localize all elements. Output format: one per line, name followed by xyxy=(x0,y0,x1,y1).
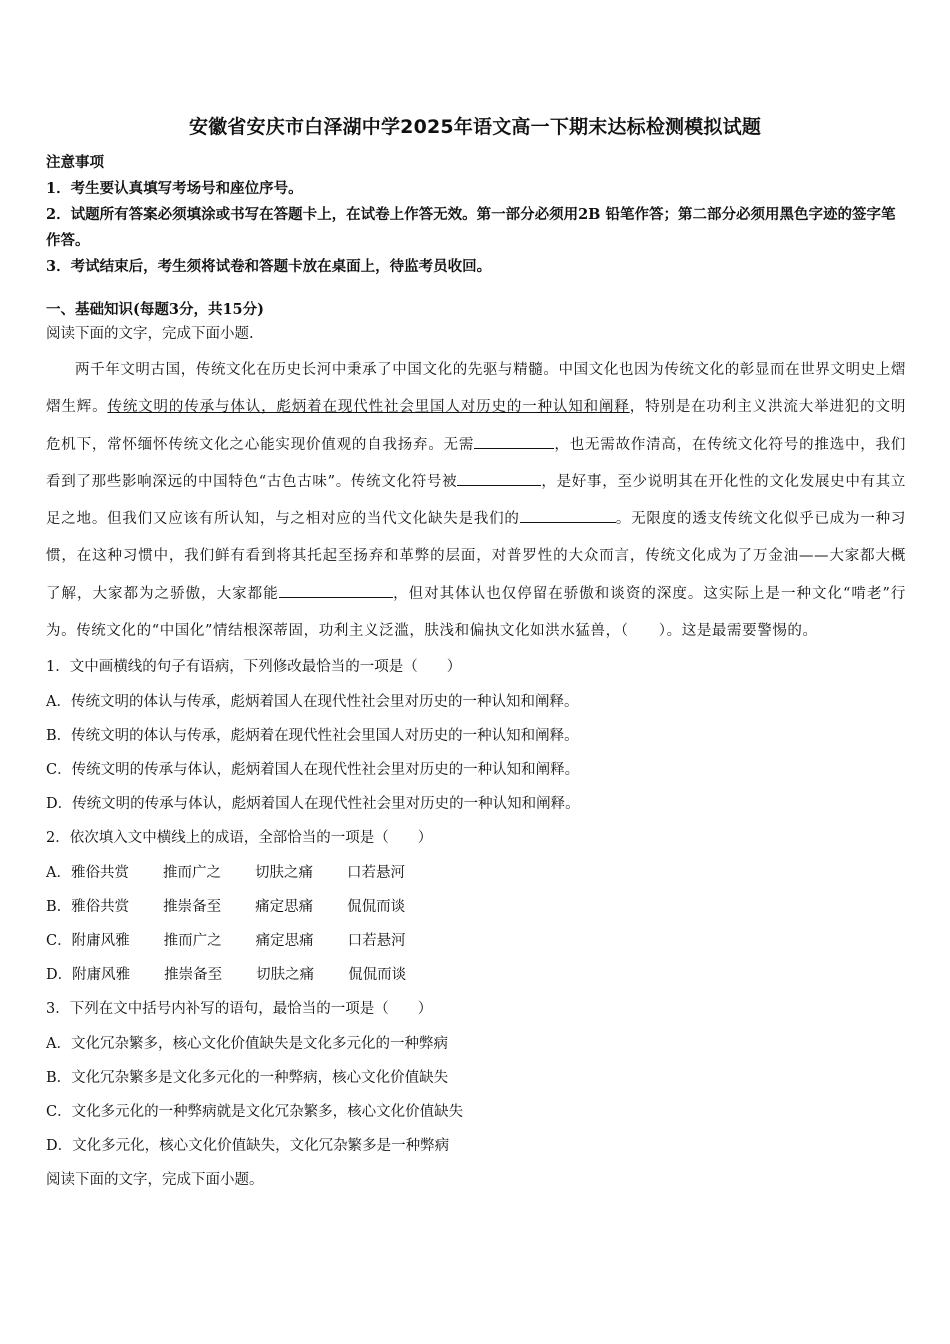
underlined-sentence: 传统文明的传承与体认，彪炳着在现代性社会里国人对历史的一种认知和阐释 xyxy=(107,399,630,416)
section-basic-knowledge xyxy=(46,298,906,1198)
page-title: 安徽省安庆市白泽湖中学2025年语文高一下期末达标检测模拟试题 xyxy=(188,116,762,138)
question-option xyxy=(46,890,906,924)
option-word: D．附庸风雅 xyxy=(46,967,131,984)
notice-block xyxy=(46,150,906,280)
passage-text: ，特别是在功利主义洪流大举进犯的文明危机下，常怀缅怀传统文化之心能实现价值观的自我扬弃。无需 xyxy=(46,399,906,453)
option-word: 侃侃而谈 xyxy=(348,967,407,984)
question-option xyxy=(46,958,906,992)
reading-passage xyxy=(46,352,906,650)
passage-text: ，但对其体认也仅停留在骄傲和谈资的深度。这实际上是一种文化“啃老”行为。传统文化的“中国化”情结根深蒂固，功利主义泛滥，肤浅和偏执文化如洪水猛兽，（ ）。这是最需要警惕的。 xyxy=(46,585,906,640)
option-word: 推而广之 xyxy=(162,864,221,881)
fill-blank xyxy=(279,583,369,598)
question-option xyxy=(46,924,906,958)
option-word: 侃侃而谈 xyxy=(347,898,406,915)
notice-item: 1．考生要认真填写考场号和座位序号。 xyxy=(46,180,303,197)
question-option: D．传统文明的传承与体认，彪炳着国人在现代性社会里对历史的一种认知和阐释。 xyxy=(46,796,580,813)
option-word: 切肤之痛 xyxy=(254,864,313,881)
option-word: 痛定思痛 xyxy=(255,898,314,915)
option-word: 推崇备至 xyxy=(163,898,222,915)
passage-text: ，是好事，至少说明其在开化性的文化发展史中有其立足之地。但我们又应该有所认知，与之相对应的当代文化缺失是我们的 xyxy=(46,473,907,528)
question-stem: 3．下列在文中括号内补写的语句，最恰当的一项是（ ） xyxy=(46,1001,433,1018)
option-word: 口若悬河 xyxy=(346,864,405,881)
option-word: 口若悬河 xyxy=(347,933,406,949)
option-word: 推而广之 xyxy=(163,933,222,949)
question-list xyxy=(46,650,906,1197)
reading-instruction: 阅读下面的文字，完成下面小题。 xyxy=(46,1172,264,1189)
passage-text: 两千年文明古国，传统文化在历史长河中秉承了中国文化的先驱与精髓。中国文化也因为传统文化的彰显而在世界文明史上熠熠生辉。 xyxy=(46,362,906,416)
notice-item: 3．考试结束后，考生须将试卷和答题卡放在桌面上，待监考员收回。 xyxy=(46,258,492,275)
question-option: D．文化多元化，核心文化价值缺失，文化冗杂繁多是一种弊病 xyxy=(46,1138,450,1155)
question-option: A．文化冗杂繁多，核心文化价值缺失是文化多元化的一种弊病 xyxy=(46,1035,448,1052)
section-title: 一、基础知识(每题3分，共15分) xyxy=(46,301,264,318)
fill-blank xyxy=(457,471,541,486)
question-stem: 1．文中画横线的句子有语病，下列修改最恰当的一项是（ ） xyxy=(46,659,462,676)
option-word: 切肤之痛 xyxy=(256,967,315,984)
notice-item: 2．试题所有答案必须填涂或书写在答题卡上，在试卷上作答无效。第一部分必须用2B 铅笔作答；第二部分必须用黑色字迹的签字笔作答。 xyxy=(46,206,896,249)
question-option: B．传统文明的体认与传承，彪炳着在现代性社会里国人对历史的一种认知和阐释。 xyxy=(46,727,579,744)
option-word: C．附庸风雅 xyxy=(46,933,130,949)
question-option: C．传统文明的传承与体认，彪炳着国人在现代性社会里对历史的一种认知和阐释。 xyxy=(46,761,580,778)
fill-blank xyxy=(520,508,616,523)
question-option: A．传统文明的体认与传承，彪炳着国人在现代性社会里对历史的一种认知和阐释。 xyxy=(46,693,579,710)
question-option: C．文化多元化的一种弊病就是文化冗杂繁多，核心文化价值缺失 xyxy=(46,1104,464,1121)
notice-heading: 注意事项 xyxy=(46,155,104,171)
question-option: B．文化冗杂繁多是文化多元化的一种弊病，核心文化价值缺失 xyxy=(46,1069,449,1086)
option-word: B．雅俗共赏 xyxy=(46,898,130,915)
question-stem: 2．依次填入文中横线上的成语，全部恰当的一项是（ ） xyxy=(46,830,433,847)
option-word: 推崇备至 xyxy=(164,967,223,984)
option-word: 痛定思痛 xyxy=(255,933,314,949)
passage-text: 。无限度的透支传统文化似乎已成为一种习惯，在这种习惯中，我们鲜有看到将其托起至扬弃和革弊的层面，对普罗性的大众而言，传统文化成为了万金油——大家都大概了解，大家都为之骄傲，大家都能 xyxy=(46,511,906,602)
option-word: A．雅俗共赏 xyxy=(46,864,129,881)
question-option xyxy=(46,856,906,890)
passage-text: ，也无需故作清高，在传统文化符号的推选中，我们看到了那些影响深远的中国特色“古色古味”。传统文化符号被 xyxy=(46,436,906,490)
reading-instruction: 阅读下面的文字，完成下面小题. xyxy=(46,326,254,342)
fill-blank xyxy=(369,583,393,598)
fill-blank xyxy=(474,434,554,449)
